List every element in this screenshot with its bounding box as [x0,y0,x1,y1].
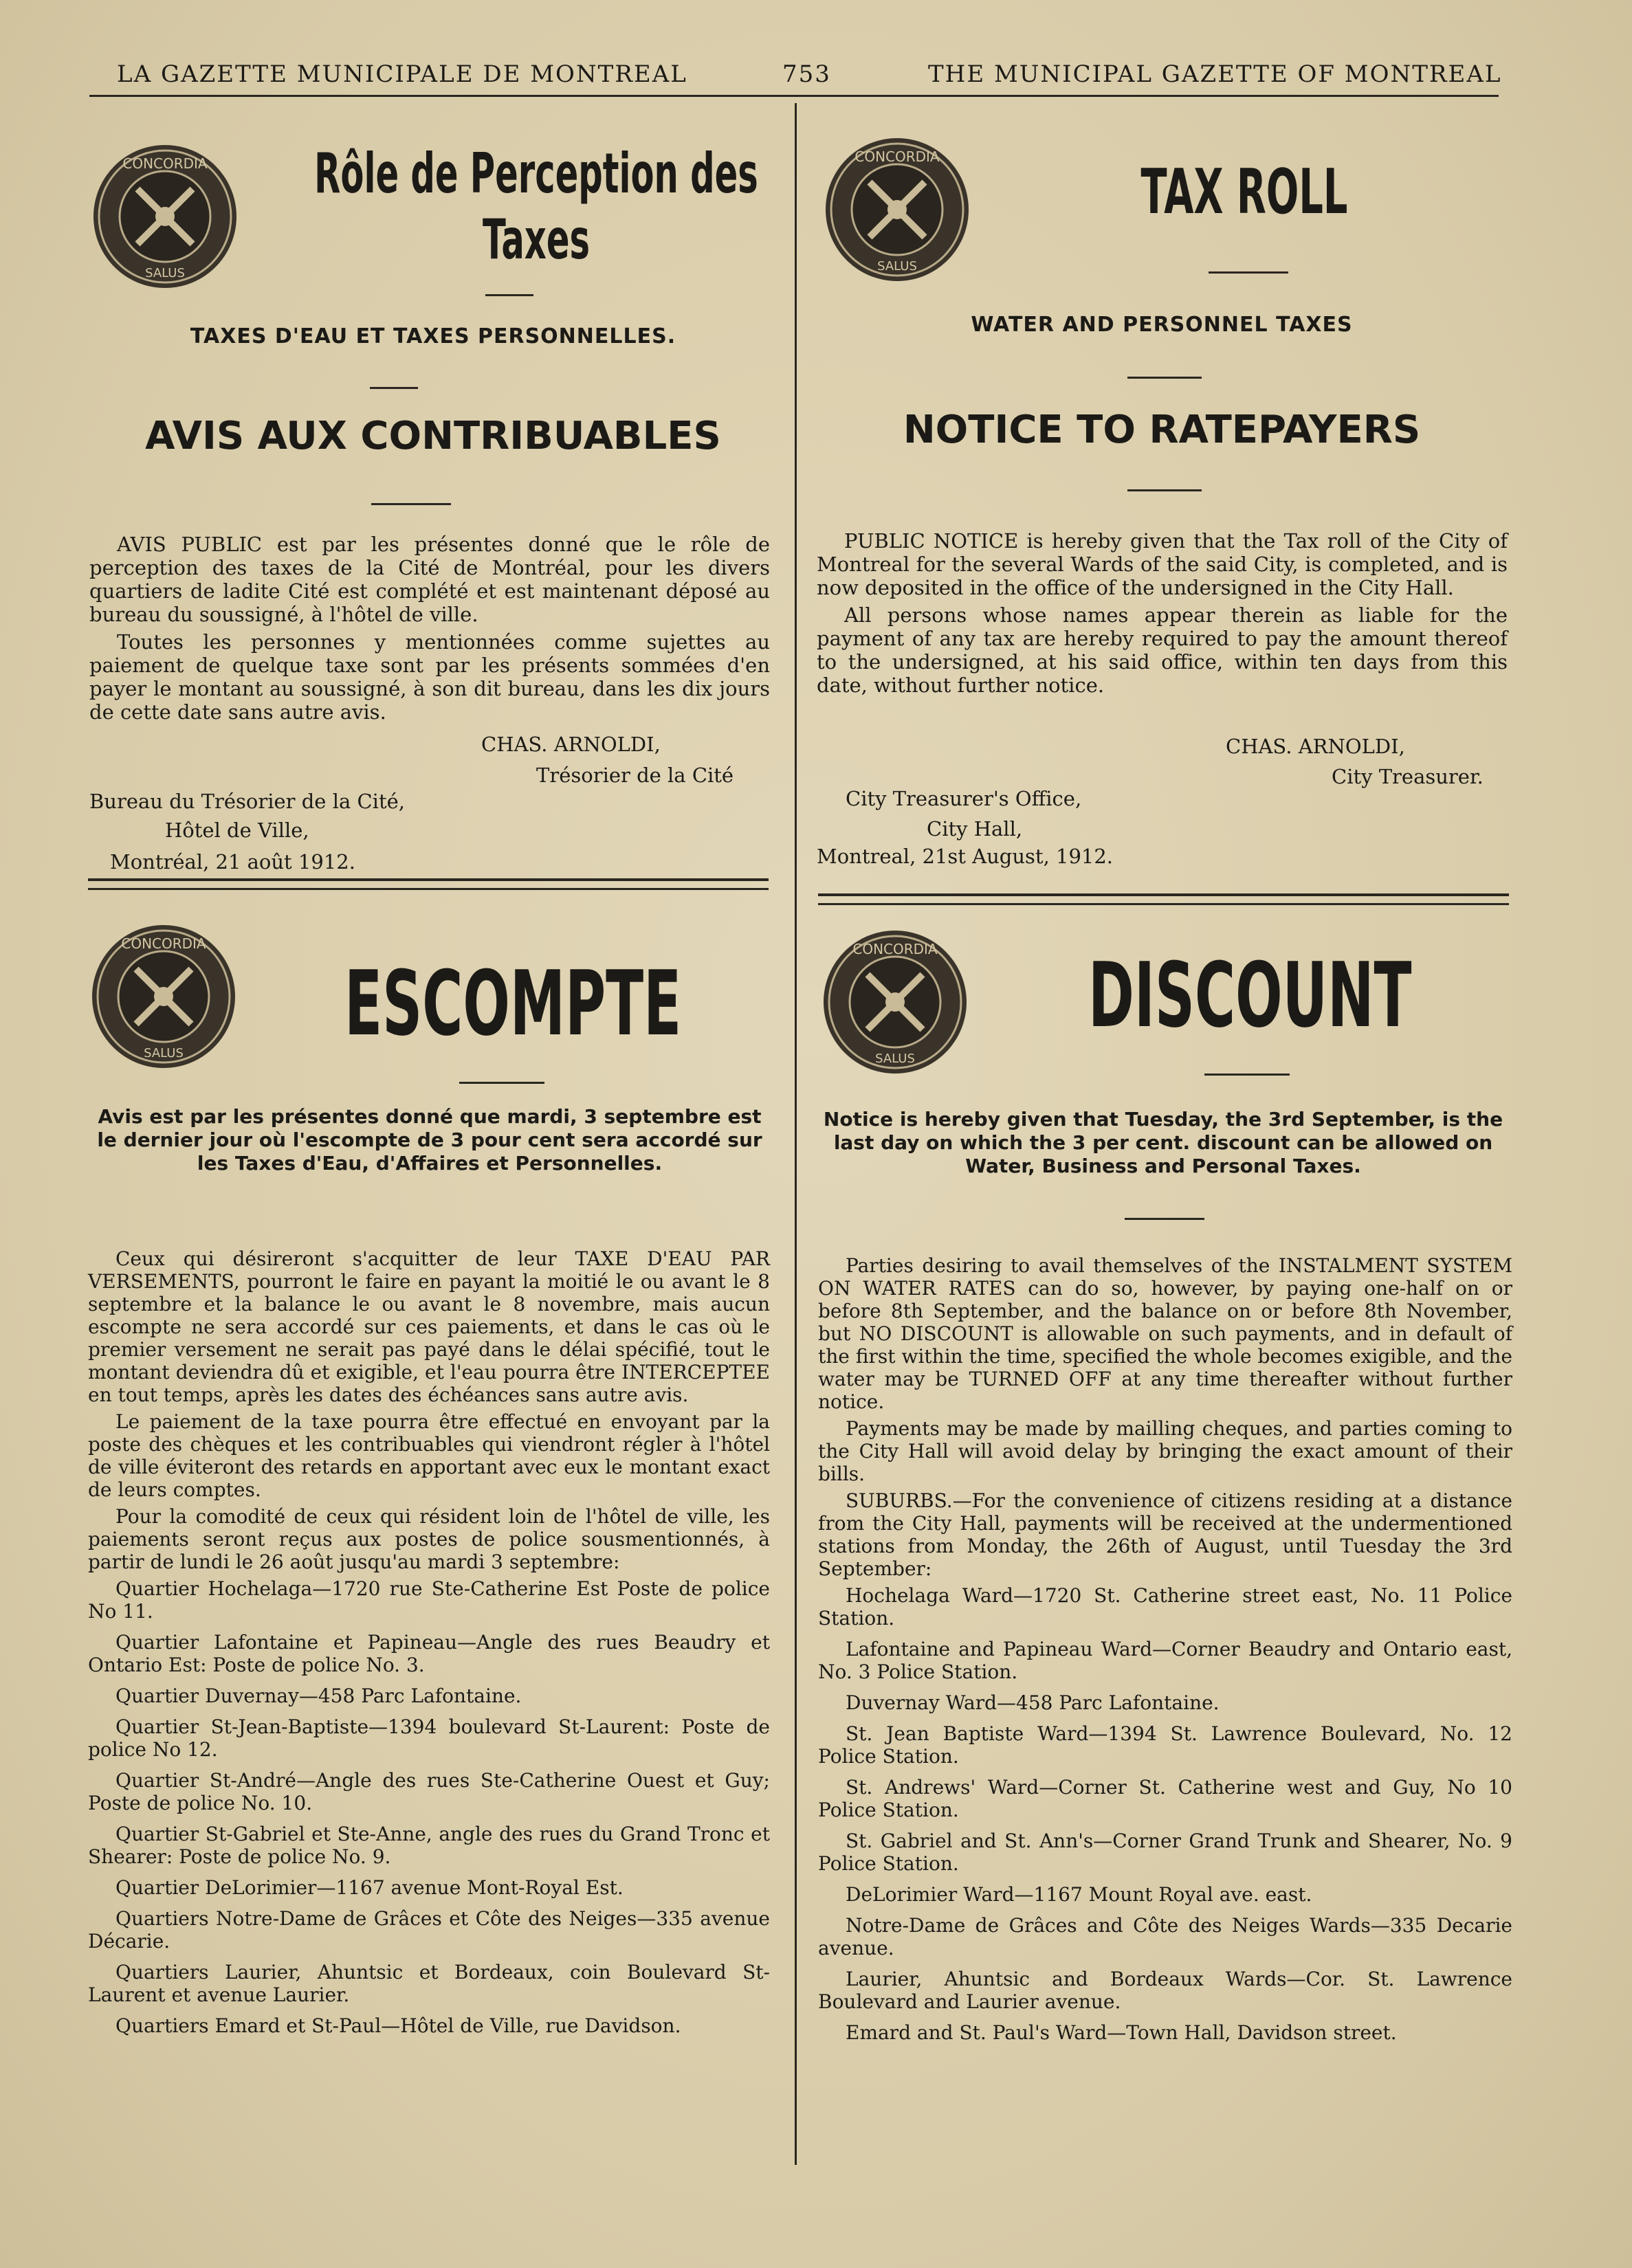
en-discount-title: DISCOUNT [1088,943,1412,1047]
ward-item: Laurier, Ahuntsic and Bordeaux Wards—Cor. St. Lawrence Boulevard and Laurier avenue. [818,1968,1512,2013]
en-tax-title: TAX ROLL [1140,156,1348,228]
ward-item: Notre-Dame de Grâces and Côte des Neiges Wards—335 Decarie avenue. [818,1914,1512,1959]
svg-text:SALUS: SALUS [145,266,185,280]
city-seal-icon [88,921,239,1072]
en-tax-hall: City Hall, [927,817,1023,841]
en-tax-signer: CHAS. ARNOLDI, [1226,735,1405,758]
ward-item: DeLorimier Ward—1167 Mount Royal ave. east. [846,1883,1312,1906]
rule [485,294,533,296]
fr-tax-heading: AVIS AUX CONTRIBUABLES [145,414,721,458]
section-divider [88,878,769,890]
rule [371,503,451,505]
fr-tax-office: Bureau du Trésorier de la Cité, [89,790,405,813]
en-tax-office: City Treasurer's Office, [846,787,1082,810]
en-tax-date: Montreal, 21st August, 1912. [817,845,1114,868]
fr-tax-body: AVIS PUBLIC est par les présentes donné que le rôle de perception des taxes de la Cité de Montréal, pour les divers quartiers de ladite Cité est complété et est maintenant déposé au bureau du soussigné, à l'hôtel de ville. Toutes les personnes y mentionnées comme sujettes au paiement de quelque taxe sont par les présents sommées d'en payer le montant au soussigné, à son dit bureau, dans les dix jours de cette date sans autre avis. [89,533,770,724]
section-divider [818,893,1509,905]
ward-item: Quartier St-Gabriel et Ste-Anne, angle des rues du Grand Tronc et Shearer: Poste de police No. 9. [88,1823,770,1868]
city-seal-icon [821,134,973,285]
ward-item: Quartier St-Jean-Baptiste—1394 boulevard St-Laurent: Poste de police No 12. [88,1715,770,1761]
fr-tax-date: Montréal, 21 août 1912. [110,850,355,874]
ward-item: St. Gabriel and St. Ann's—Corner Grand Trunk and Shearer, No. 9 Police Station. [818,1830,1512,1875]
svg-text:SALUS: SALUS [875,1052,915,1066]
rule [459,1082,544,1084]
city-seal-icon [819,926,971,1078]
svg-text:SALUS: SALUS [144,1046,184,1060]
svg-text:CONCORDIA: CONCORDIA [121,935,206,952]
rule [1209,271,1288,274]
rule [1125,1218,1204,1220]
svg-text:CONCORDIA: CONCORDIA [852,941,938,957]
ward-item: Quartier Duvernay—458 Parc Lafontaine. [115,1685,522,1707]
fr-tax-hall: Hôtel de Ville, [165,819,309,842]
rule [1127,489,1202,491]
header-left: LA GAZETTE MUNICIPALE DE MONTREAL [117,60,687,88]
ward-item: Quartiers Emard et St-Paul—Hôtel de Ville, rue Davidson. [115,2014,681,2037]
fr-discount-body: Ceux qui désireront s'acquitter de leur TAXE D'EAU PAR VERSEMENTS, pourront le faire en payant la moitié le ou avant le 8 septembre et la balance le ou avant le 8 novembre, mais aucun escompte ne sera accordé sur ces paiements, et dans le cas où le premier versement ne serait pas payé dans le délai spécifié, tout le montant deviendra dû et exigible, et l'eau pourra être INTERCEPTEE en tout temps, après les dates des échéances sans autre avis. Le paiement de la taxe pourra être effectué en envoyant par la poste des chèques et les contribuables qui viendront régler à l'hôtel de ville éviteront des retards en apportant avec eux le montant exact de leurs comptes. Pour la comodité de ceux qui résident loin de l'hôtel de ville, les paiements seront reçus aux postes de police sousmentionnés, à partir de lundi le 26 août jusqu'au mardi 3 septembre: Quartier Hochelaga—1720 rue Ste-Catherine Est Poste de police No 11. Quartier Lafontaine et Papineau—Angle des rues Beaudry et Ontario Est: Poste de police No. 3. Quartier Duvernay—458 Parc Lafontaine. Quartier St-Jean-Baptiste—1394 boulevard St-Laurent: Poste de police No 12. Quartier St-André—Angle des rues Ste-Catherine Ouest et Guy; Poste de police No. 10. Quartier St-Gabriel et Ste-Anne, angle des rues du Grand Tronc et Shearer: Poste de police No. 9. Quartier DeLorimier—1167 avenue Mont-Royal Est. Quartiers Notre-Dame de Grâces et Côte des Neiges—335 avenue Décarie. Quartiers Laurier, Ahuntsic et Bordeaux, coin Boulevard St-Laurent et avenue Laurier. Quartiers Emard et St-Paul—Hôtel de Ville, rue Davidson. [88,1247,770,2037]
rule [370,387,418,389]
rule [1127,377,1202,379]
ward-item: St. Andrews' Ward—Corner St. Catherine west and Guy, No 10 Police Station. [818,1776,1512,1821]
fr-tax-signer: CHAS. ARNOLDI, [481,733,661,756]
en-discount-notice: Notice is hereby given that Tuesday, the 3rd September, is the last day on which the 3 per cent. discount can be allowed on Water, Business and Personal Taxes. [823,1108,1503,1177]
en-tax-subhead: WATER AND PERSONNEL TAXES [971,313,1353,337]
ward-item: Quartier DeLorimier—1167 avenue Mont-Royal Est. [115,1876,624,1899]
fr-tax-subhead: TAXES D'EAU ET TAXES PERSONNELLES. [190,324,676,348]
header-right: THE MUNICIPAL GAZETTE OF MONTREAL [928,60,1502,88]
column-divider [795,103,797,2165]
en-tax-signer-title: City Treasurer. [1332,765,1484,788]
ward-item: St. Jean Baptiste Ward—1394 St. Lawrence Boulevard, No. 12 Police Station. [818,1722,1512,1768]
en-discount-body: Parties desiring to avail themselves of the INSTALMENT SYSTEM ON WATER RATES can do so, however, by paying one-half on or before 8th September, and the balance on or before 8th November, but NO DISCOUNT is allowable on such payments, and in default of the first within the time, specified the whole becomes exigible, and the water may be TURNED OFF at any time thereafter without further notice. Payments may be made by mailling cheques, and parties coming to the City Hall will avoid delay by bringing the exact amount of their bills. SUBURBS.—For the convenience of citizens residing at a distance from the City Hall, payments will be received at the undermentioned stations from Monday, the 26th of August, until Tuesday the 3rd September: Hochelaga Ward—1720 St. Catherine street east, No. 11 Police Station. Lafontaine and Papineau Ward—Corner Beaudry and Ontario east, No. 3 Police Station. Duvernay Ward—458 Parc Lafontaine. St. Jean Baptiste Ward—1394 St. Lawrence Boulevard, No. 12 Police Station. St. Andrews' Ward—Corner St. Catherine west and Guy, No 10 Police Station. St. Gabriel and St. Ann's—Corner Grand Trunk and Shearer, No. 9 Police Station. DeLorimier Ward—1167 Mount Royal ave. east. Notre-Dame de Grâces and Côte des Neiges Wards—335 Decarie avenue. Laurier, Ahuntsic and Bordeaux Wards—Cor. St. Lawrence Boulevard and Laurier avenue. Emard and St. Paul's Ward—Town Hall, Davidson street. [818,1254,1512,2044]
ward-item: Quartiers Laurier, Ahuntsic et Bordeaux, coin Boulevard St-Laurent et avenue Laurier. [88,1961,770,2006]
svg-text:CONCORDIA: CONCORDIA [854,148,940,165]
ward-item: Lafontaine and Papineau Ward—Corner Beaudry and Ontario east, No. 3 Police Station. [818,1638,1512,1683]
header-rule [89,95,1499,97]
ward-item: Hochelaga Ward—1720 St. Catherine street east, No. 11 Police Station. [818,1584,1512,1630]
en-tax-heading: NOTICE TO RATEPAYERS [903,408,1421,452]
ward-item: Quartier Lafontaine et Papineau—Angle des rues Beaudry et Ontario Est: Poste de police No. 3. [88,1631,770,1676]
svg-text:SALUS: SALUS [877,259,917,274]
ward-item: Quartier St-André—Angle des rues Ste-Catherine Ouest et Guy; Poste de police No. 10. [88,1769,770,1814]
ward-item: Duvernay Ward—458 Parc Lafontaine. [846,1691,1220,1714]
ward-item: Quartiers Notre-Dame de Grâces et Côte des Neiges—335 avenue Décarie. [88,1907,770,1953]
en-tax-body: PUBLIC NOTICE is hereby given that the Tax roll of the City of Montreal for the several Wards of the said City, is completed, and is now deposited in the office of the undersigned in the City Hall. All persons whose names appear therein as liable for the payment of any tax are hereby required to pay the amount thereof to the undersigned, at his said office, within ten days from this date, without further notice. [817,529,1508,697]
fr-discount-notice: Avis est par les présentes donné que mardi, 3 septembre est le dernier jour où l'escompte de 3 pour cent sera accordé sur les Taxes d'Eau, d'Affaires et Personnelles. [97,1105,762,1175]
city-seal-icon [89,141,241,292]
ward-item: Quartier Hochelaga—1720 rue Ste-Catherine Est Poste de police No 11. [88,1577,770,1623]
ward-item: Emard and St. Paul's Ward—Town Hall, Davidson street. [846,2021,1397,2044]
rule [1204,1074,1290,1076]
fr-discount-title: ESCOMPTE [344,951,682,1056]
page-number: 753 [782,60,831,88]
fr-tax-title: Rôle de Perception des Taxes [314,142,758,271]
fr-tax-signer-title: Trésorier de la Cité [536,764,734,787]
svg-text:CONCORDIA: CONCORDIA [122,155,208,172]
